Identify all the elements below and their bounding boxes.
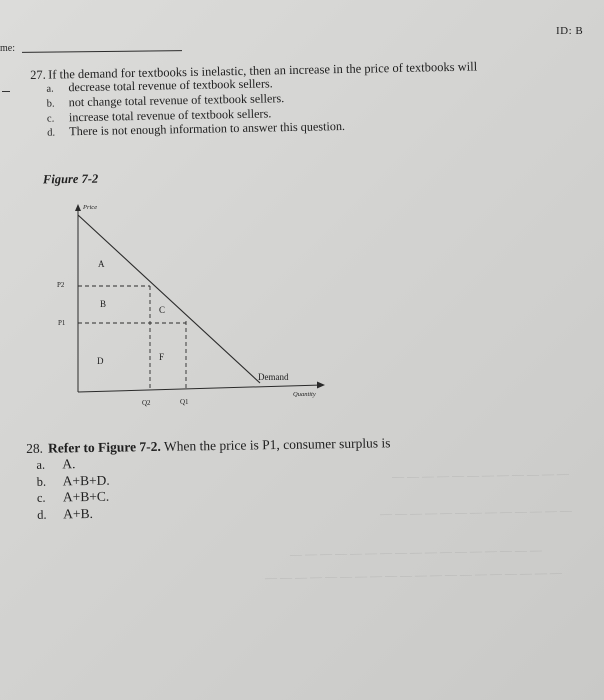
question-stem: When the price is P1, consumer surplus is <box>160 435 391 454</box>
question-number: 28. <box>26 440 44 456</box>
option-letter: d. <box>47 127 56 140</box>
option-letter: b. <box>36 474 47 489</box>
option-text: decrease total revenue of textbook sellers. <box>68 76 273 95</box>
question-stem: If the demand for textbooks is inelastic, then an increase in the price of textbooks will <box>47 59 478 82</box>
x-axis-line <box>78 385 322 392</box>
question-28 <box>26 432 587 523</box>
question-number: 27. <box>30 67 46 82</box>
y-axis-arrow <box>75 204 81 211</box>
p2-label: P2 <box>57 281 65 289</box>
option-text: increase total revenue of textbook sellers. <box>68 105 272 124</box>
figure-reference: Refer to Figure 7-2. <box>47 438 161 456</box>
area-f-label: F <box>159 352 165 362</box>
option-letter: a. <box>46 83 54 95</box>
bleed-through-line: — — — — — — — — — — — — — — — — — — — — <box>264 565 563 585</box>
q2-label: Q2 <box>142 399 151 407</box>
option-letter: c. <box>46 113 55 125</box>
area-d-label: D <box>97 356 104 366</box>
option-letter: c. <box>36 490 46 505</box>
figure-title: Figure 7-2 <box>42 171 99 187</box>
area-c-label: C <box>159 305 166 315</box>
answer-key-id: ID: B <box>556 25 584 37</box>
option-text: A+B+C. <box>62 488 110 505</box>
demand-diagram-svg <box>40 195 340 420</box>
option-letter: a. <box>36 457 46 472</box>
name-label: me: <box>0 43 15 54</box>
option-letter: b. <box>46 98 55 110</box>
price-axis-label: Price <box>83 204 98 211</box>
x-axis-arrow <box>317 382 325 389</box>
bleed-through-line: — — — — — — — — — — — — <box>391 466 570 484</box>
quantity-axis-label: Quantity <box>293 391 316 398</box>
option-text: There is not enough information to answer this question. <box>69 119 346 139</box>
area-b-label: B <box>100 299 107 309</box>
p1-label: P1 <box>58 319 66 327</box>
margin-dash <box>2 91 10 92</box>
bleed-through-line: — — — — — — — — — — — — — <box>379 503 573 521</box>
demand-curve-label: Demand <box>258 372 289 382</box>
q1-label: Q1 <box>180 398 189 406</box>
name-blank-line <box>22 50 182 53</box>
option-text: A+B+D. <box>62 472 110 488</box>
demand-diagram <box>40 195 340 420</box>
option-text: A+B. <box>63 505 94 521</box>
question-27 <box>30 57 591 141</box>
area-a-label: A <box>98 259 105 269</box>
option-text: A. <box>62 456 76 472</box>
option-text: not change total revenue of textbook sellers. <box>68 90 285 110</box>
option-letter: d. <box>37 507 47 522</box>
bleed-through-line: — — — — — — — — — — — — — — — — — <box>289 542 543 562</box>
